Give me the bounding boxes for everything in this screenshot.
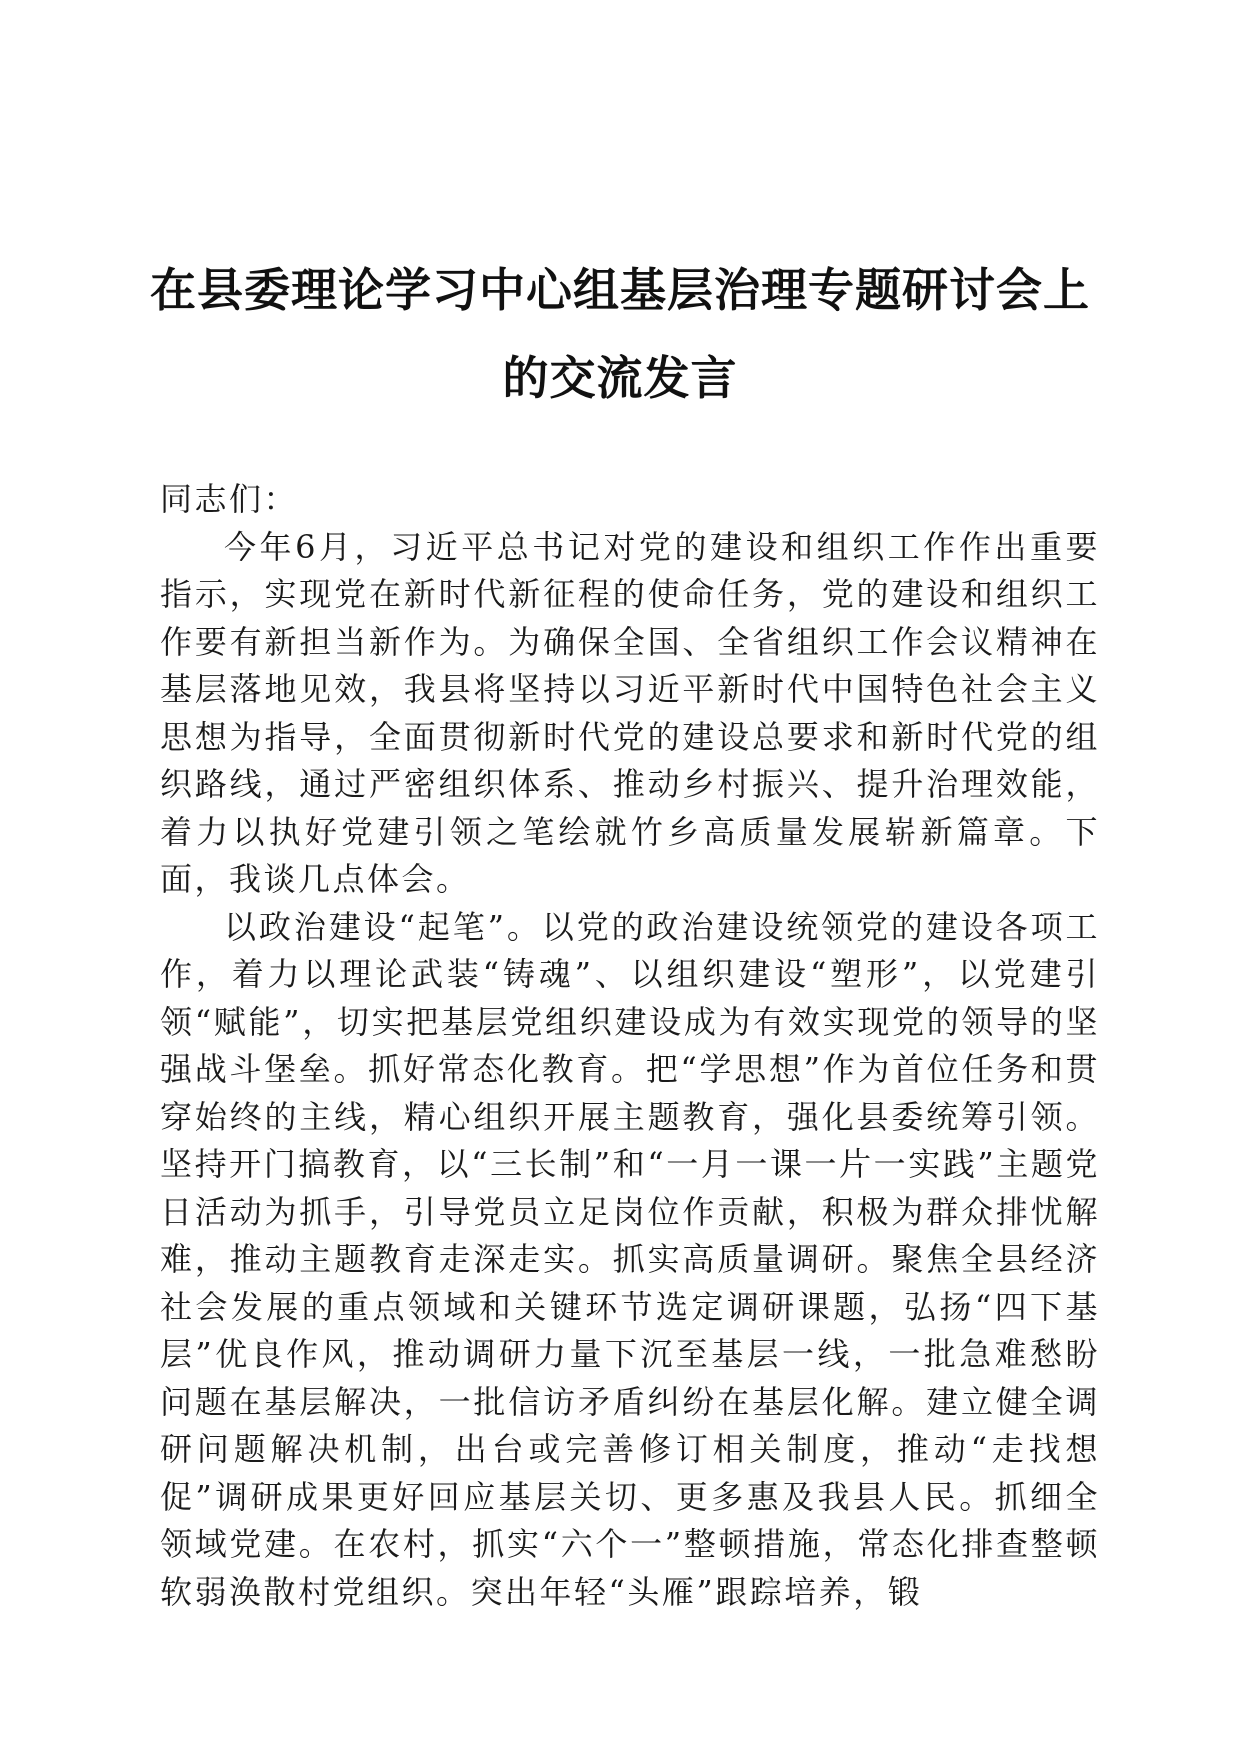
document-title-line-1: 在县委理论学习中心组基层治理专题研讨会上	[150, 263, 1090, 317]
paragraph-political-construction: 以政治建设“起笔”。以党的政治建设统领党的建设各项工作，着力以理论武装“铸魂”、以组织建设“塑形”，以党建引领“赋能”，切实把基层党组织建设成为有效实现党的领导的坚强战斗堡垒。抓好常态化教育。把“学思想”作为首位任务和贯穿始终的主线，精心组织开展主题教育，强化县委统筹引领。坚持开门搞教育，以“三长制”和“一月一课一片一实践”主题党日活动为抓手，引导党员立足岗位作贡献，积极为群众排忧解难，推动主题教育走深走实。抓实高质量调研。聚焦全县经济社会发展的重点领域和关键环节选定调研课题，弘扬“四下基层”优良作风，推动调研力量下沉至基层一线，一批急难愁盼问题在基层解决，一批信访矛盾纠纷在基层化解。建立健全调研问题解决机制，出台或完善修订相关制度，推动“走找想促”调研成果更好回应基层关切、更多惠及我县人民。抓细全领域党建。在农村，抓实“六个一”整顿措施，常态化排查整顿软弱涣散村党组织。突出年轻“头雁”跟踪培养，锻	[160, 907, 1100, 1611]
document-title-line-2: 的交流发言	[502, 351, 738, 405]
paragraph-intro: 今年6月，习近平总书记对党的建设和组织工作作出重要指示，实现党在新时代新征程的使命任务，党的建设和组织工作要有新担当新作为。为确保全国、全省组织工作会议精神在基层落地见效，我县将坚持以习近平新时代中国特色社会主义思想为指导，全面贯彻新时代党的建设总要求和新时代党的组织路线，通过严密组织体系、推动乡村振兴、提升治理效能，着力以执好党建引领之笔绘就竹乡高质量发展崭新篇章。下面，我谈几点体会。	[160, 527, 1100, 898]
document-body	[160, 476, 1100, 1616]
salutation: 同志们：	[160, 480, 299, 518]
